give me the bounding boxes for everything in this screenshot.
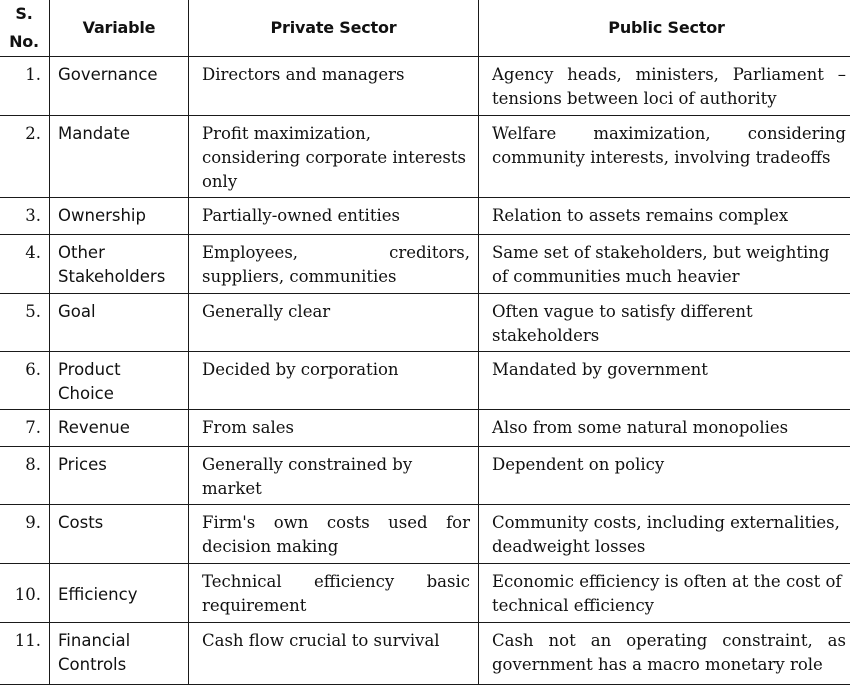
row-public: Cash not an operating constraint, as government has a macro monetary role (479, 623, 850, 685)
row-variable: Efficiency (50, 564, 189, 623)
table-row (0, 352, 850, 410)
table-row (0, 57, 850, 116)
row-variable: Ownership (50, 198, 189, 235)
row-public: Dependent on policy (479, 447, 850, 505)
header-variable: Variable (50, 0, 189, 57)
row-public: Same set of stakeholders, but weighting of communities much heavier (479, 235, 850, 294)
row-private: Partially-owned entities (189, 198, 479, 235)
row-private: Cash flow crucial to survival (189, 623, 479, 685)
row-private: Profit maximization, considering corporate interests only (189, 116, 479, 198)
row-private: Technical efficiency basic requirement (189, 564, 479, 623)
row-number: 7. (0, 410, 50, 447)
row-public: Economic efficiency is often at the cost of technical efficiency (479, 564, 850, 623)
row-number: 1. (0, 57, 50, 116)
header-row (0, 0, 850, 57)
row-private: Directors and managers (189, 57, 479, 116)
row-variable: Revenue (50, 410, 189, 447)
row-number: 3. (0, 198, 50, 235)
row-public: Often vague to satisfy different stakeholders (479, 294, 850, 352)
row-variable: Prices (50, 447, 189, 505)
row-private: Generally constrained by market (189, 447, 479, 505)
table-row (0, 235, 850, 294)
table-row (0, 564, 850, 623)
row-variable: Mandate (50, 116, 189, 198)
row-private: Employees, creditors, suppliers, communities (189, 235, 479, 294)
row-variable: Other Stakeholders (50, 235, 189, 294)
table-row (0, 410, 850, 447)
row-variable: Product Choice (50, 352, 189, 410)
row-number: 11. (0, 623, 50, 685)
row-number: 5. (0, 294, 50, 352)
row-private: From sales (189, 410, 479, 447)
header-private-sector: Private Sector (189, 0, 479, 57)
row-number: 2. (0, 116, 50, 198)
table-row (0, 623, 850, 685)
table-row (0, 116, 850, 198)
row-public: Welfare maximization, considering community interests, involving tradeoffs (479, 116, 850, 198)
header-public-sector: Public Sector (479, 0, 850, 57)
row-variable: Goal (50, 294, 189, 352)
header-sno: S. No. (0, 0, 50, 57)
row-private: Generally clear (189, 294, 479, 352)
table-row (0, 198, 850, 235)
row-public: Community costs, including externalities, deadweight losses (479, 505, 850, 564)
row-number: 6. (0, 352, 50, 410)
row-number: 8. (0, 447, 50, 505)
row-variable: Financial Controls (50, 623, 189, 685)
row-number: 4. (0, 235, 50, 294)
row-public: Also from some natural monopolies (479, 410, 850, 447)
row-variable: Costs (50, 505, 189, 564)
row-private: Decided by corporation (189, 352, 479, 410)
row-public: Agency heads, ministers, Parliament – tensions between loci of authority (479, 57, 850, 116)
row-public: Relation to assets remains complex (479, 198, 850, 235)
table-row (0, 505, 850, 564)
table-row (0, 447, 850, 505)
row-number: 9. (0, 505, 50, 564)
row-number: 10. (0, 564, 50, 623)
row-public: Mandated by government (479, 352, 850, 410)
row-variable: Governance (50, 57, 189, 116)
row-private: Firm's own costs used for decision making (189, 505, 479, 564)
table-row (0, 294, 850, 352)
